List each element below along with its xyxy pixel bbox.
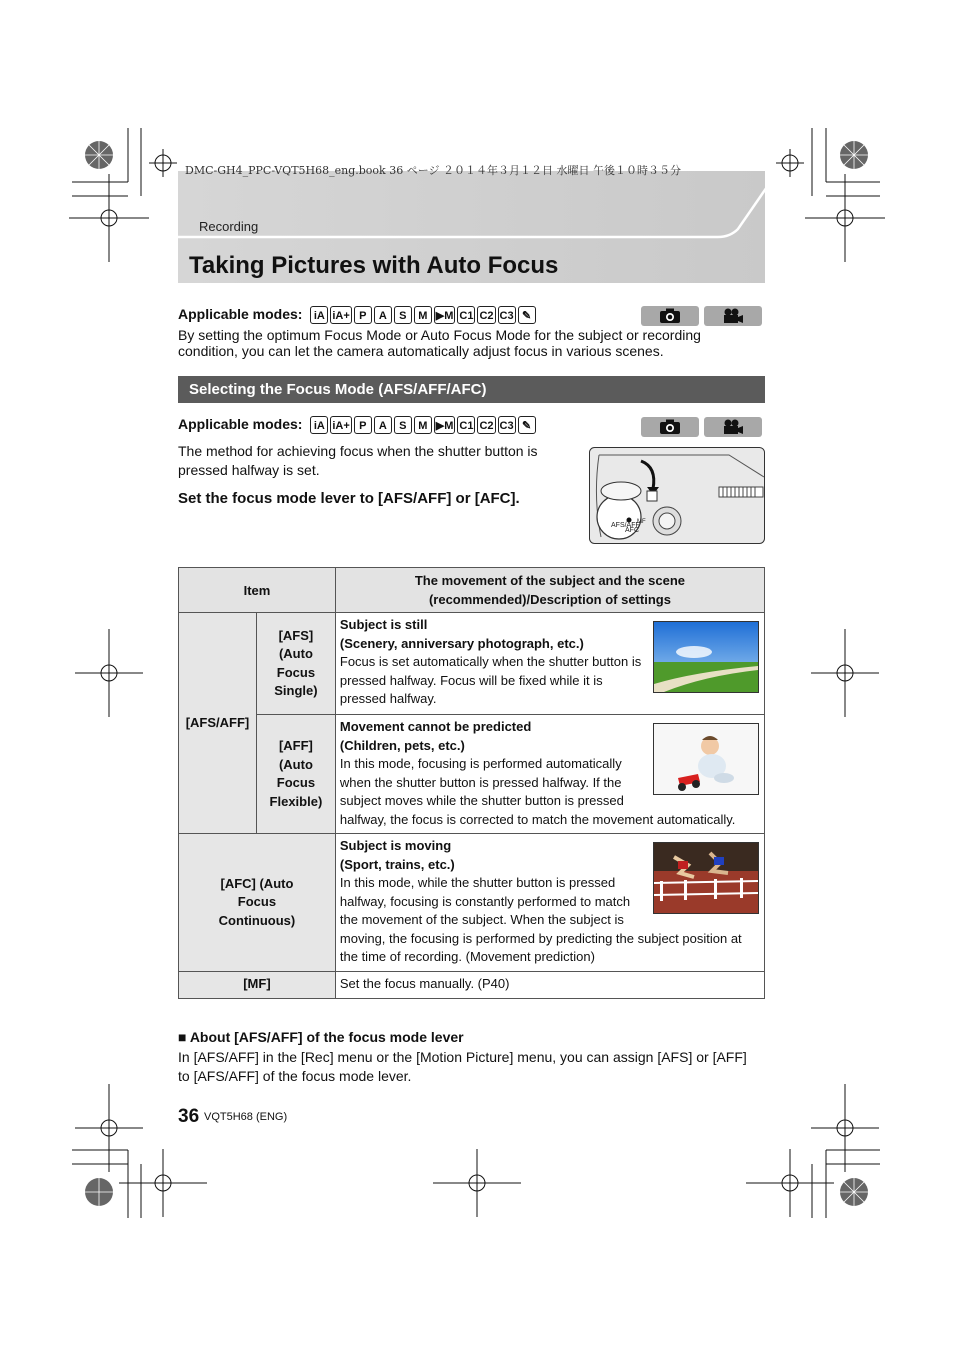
custom2-mode-icon: C2 [477,416,495,434]
afc-body: In this mode, while the shutter button is pressed halfway, focusing is constantly performed to match the movement of the subject. When the subject is moving, the focusing is performed by predicting the subject position at the time of recording. (Movement prediction) [339,875,742,964]
applicable-modes-row-2 [178,416,536,434]
focus-mode-lever-illustration [589,447,765,544]
afc-heading: Subject is moving [339,838,452,853]
aff-body: In this mode, focusing is performed automatically when the shutter button is pressed halfway. If the subject moves while the shutter button is pressed halfway, the focus is corrected to match the movement automatically. [339,756,736,827]
custom3-mode-icon: C3 [498,416,516,434]
section-label: Recording [199,219,259,234]
custom2-mode-icon: C2 [477,306,495,324]
custom1-mode-icon: C1 [457,416,475,434]
intelligent-auto-plus-mode-icon: iA+ [330,416,351,434]
shutter-priority-mode-icon: S [394,306,412,324]
intelligent-auto-mode-icon: iA [310,306,328,324]
creative-control-mode-icon: ✎ [518,306,536,324]
lever-label-afs-aff: AFS/AFF [611,522,640,529]
hurdles-photo-image [653,842,759,914]
group-afs-aff: [AFS/AFF] [179,613,257,834]
afc-subheading: (Sport, trains, etc.) [339,856,455,872]
video-camera-icon [704,417,762,437]
focus-method-description: The method for achieving focus when the shutter button is pressed halfway is set. [178,443,538,478]
aff-subheading: (Children, pets, etc.) [339,737,465,753]
item-afs: [AFS] (Auto Focus Single) [256,613,335,715]
instruction-step: Set the focus mode lever to [AFS/AFF] or [AFC]. [178,490,520,507]
manual-mode-icon: M [414,306,432,324]
mf-description: Set the focus manually. (P40) [335,971,764,998]
intelligent-auto-mode-icon: iA [310,416,328,434]
table-row [179,971,765,998]
aperture-priority-mode-icon: A [374,306,392,324]
lever-label-mf: MF [637,519,646,525]
afs-body: Focus is set automatically when the shutter button is pressed halfway. Focus will be fixed while it is pressed halfway. [339,654,642,706]
applicable-modes-label: Applicable modes: [178,416,303,432]
afs-heading: Subject is still [339,617,428,632]
creative-control-mode-icon: ✎ [518,416,536,434]
table-row [179,613,765,715]
custom1-mode-icon: C1 [457,306,475,324]
subsection-title: Selecting the Focus Mode (AFS/AFF/AFC) [178,376,765,403]
program-mode-icon: P [354,416,372,434]
mode-icons [310,306,535,324]
item-aff: [AFF] (Auto Focus Flexible) [256,715,335,834]
shutter-priority-mode-icon: S [394,416,412,434]
page-number: 36 [178,1106,200,1127]
applicable-modes-label: Applicable modes: [178,306,303,322]
table-row [179,834,765,972]
creative-video-mode-icon: ▶M [434,306,456,324]
manual-mode-icon: M [414,416,432,434]
intro-paragraph: By setting the optimum Focus Mode or Auto Focus Mode for the subject or recording condition, you can let the camera automatically adjust focus in various scenes. [178,327,701,359]
video-camera-icon [704,306,762,326]
aperture-priority-mode-icon: A [374,416,392,434]
table-header-description: The movement of the subject and the scene (recommended)/Description of settings [335,568,764,613]
about-heading: ■ About [AFS/AFF] of the focus mode lever [178,1029,464,1045]
applicable-modes-row [178,306,536,324]
print-file-line: DMC-GH4_PPC-VQT5H68_eng.book 36 ページ ２０１４年３月１２日 水曜日 午後１０時３５分 [185,164,681,177]
afs-subheading: (Scenery, anniversary photograph, etc.) [339,635,584,651]
item-mf: [MF] [179,971,336,998]
photo-camera-icon [641,306,699,326]
program-mode-icon: P [354,306,372,324]
manual-code: VQT5H68 (ENG) [204,1111,288,1123]
table-header-item: Item [179,568,336,613]
mode-icons [310,416,535,434]
scenery-photo-image [653,621,759,693]
child-photo-image [653,723,759,795]
page-title: Taking Pictures with Auto Focus [189,252,559,279]
photo-camera-icon [641,417,699,437]
table-row [179,715,765,834]
about-body: In [AFS/AFF] in the [Rec] menu or the [Motion Picture] menu, you can assign [AFS] or [AFF] to [AFS/AFF] of the focus mode lever. [178,1049,747,1084]
focus-mode-table [178,567,765,999]
item-afc: [AFC] (Auto Focus Continuous) [179,834,336,972]
aff-heading: Movement cannot be predicted [339,719,532,734]
creative-video-mode-icon: ▶M [434,416,456,434]
custom3-mode-icon: C3 [498,306,516,324]
lever-label-afc: AFC [625,527,639,534]
intelligent-auto-plus-mode-icon: iA+ [330,306,351,324]
